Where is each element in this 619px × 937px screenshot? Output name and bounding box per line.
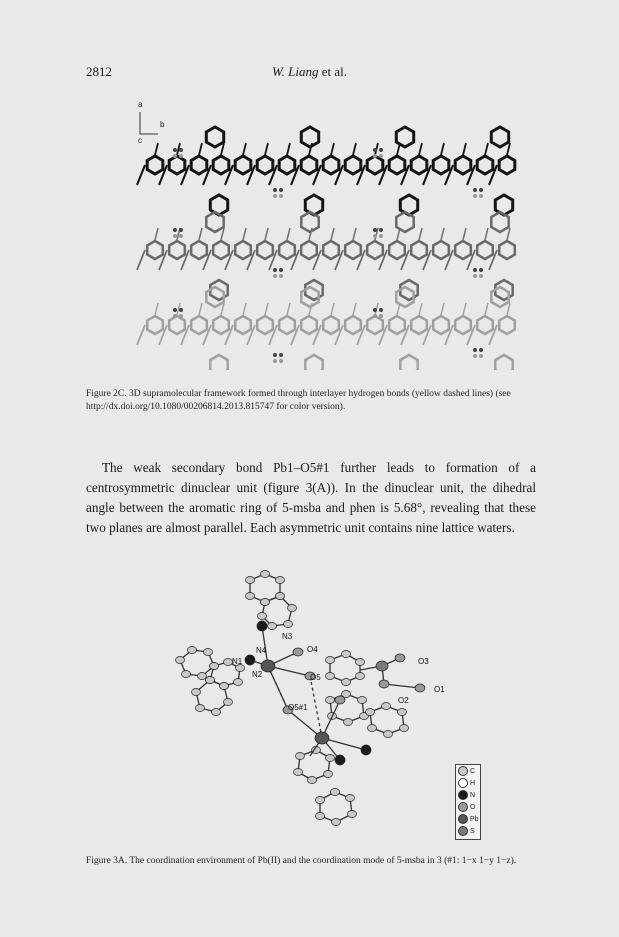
axis-b-label: b [160, 120, 165, 129]
legend-row-h [456, 777, 480, 789]
atom-label-o1: O1 [434, 685, 445, 694]
axis-c-label: c [138, 136, 142, 145]
legend-row-s [456, 825, 480, 837]
atom-label-n2: N2 [252, 670, 263, 679]
atom-label-n3: N3 [282, 632, 293, 641]
atom-label-o5-1: O5#1 [288, 703, 308, 712]
atom-label-o3: O3 [418, 657, 429, 666]
atom-label-n1: N1 [232, 657, 243, 666]
figure-3a [170, 560, 500, 830]
legend-label: C [470, 767, 476, 775]
ortep-structure-image [170, 560, 500, 830]
atom-legend [455, 764, 481, 840]
running-header-suffix: et al. [318, 64, 347, 79]
legend-row-n [456, 789, 480, 801]
figure-2c-caption: Figure 2C. 3D supramolecular framework formed through interlayer hydrogen bonds (yellow dashed lines) (see http://dx.doi.org/10.1080/00206814.2013.815747 for color version). [86, 389, 511, 412]
crystal-packing-image [130, 100, 525, 370]
atom-label-o2: O2 [398, 696, 409, 705]
legend-label: N [470, 791, 476, 799]
legend-swatch [458, 778, 468, 788]
atom-label-o5: O5 [310, 673, 321, 682]
running-header [0, 64, 619, 80]
page-number: 2812 [86, 64, 112, 79]
legend-label: Pb [470, 815, 479, 823]
figure-3a-caption: Figure 3A. The coordination environment of Pb(II) and the coordination mode of 5-msba in 3 (#1: 1−x 1−y 1−z). [86, 856, 517, 866]
legend-label: O [470, 803, 476, 811]
legend-row-c [456, 765, 480, 777]
legend-row-o [456, 801, 480, 813]
atom-label-o4: O4 [307, 645, 318, 654]
legend-swatch [458, 802, 468, 812]
legend-swatch [458, 826, 468, 836]
body-paragraph: The weak secondary bond Pb1–O5#1 further leads to formation of a centrosymmetric dinuclear unit (figure 3(A)). In the dinuclear unit, the dihedral angle between the aromatic ring of 5-msba and phen is 5.68°, revealing that these two planes are almost parallel. Each asymmetric unit contains nine lattice waters. [86, 460, 536, 535]
legend-swatch [458, 790, 468, 800]
running-header-authors: W. Liang [272, 64, 319, 79]
legend-row-pb [456, 813, 480, 825]
legend-swatch [458, 814, 468, 824]
atom-label-n4: N4 [256, 646, 267, 655]
axis-a-label: a [138, 100, 143, 109]
legend-label: S [470, 827, 475, 835]
legend-swatch [458, 766, 468, 776]
legend-label: H [470, 779, 476, 787]
figure-2c [130, 100, 525, 370]
